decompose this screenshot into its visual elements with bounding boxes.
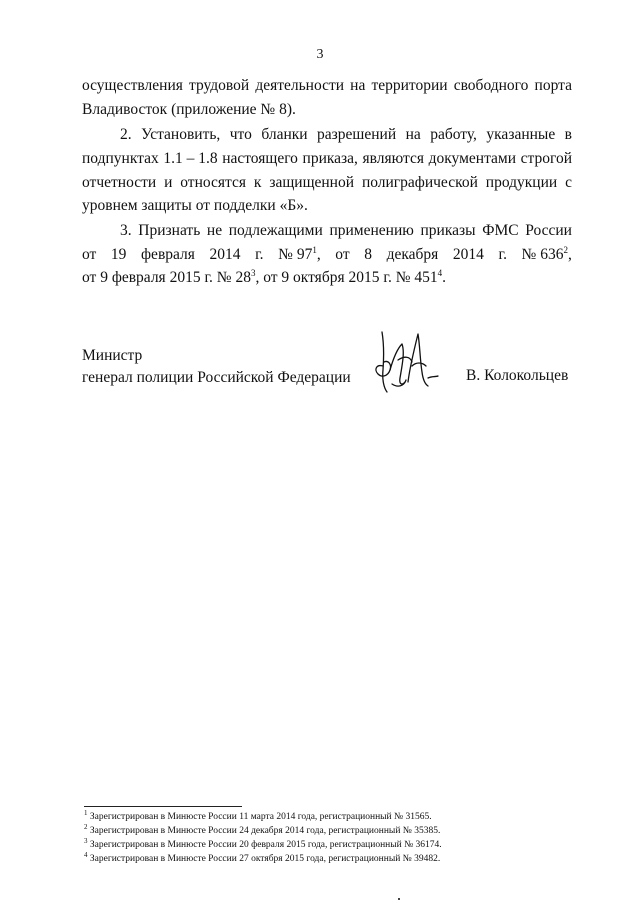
footnote-number: 2 — [84, 822, 88, 831]
word: трудовой — [189, 77, 250, 94]
order-ref — [522, 245, 572, 265]
word: настоящего — [222, 150, 298, 167]
word: бланки — [261, 126, 308, 143]
word: от — [82, 246, 97, 263]
word: Установить, — [141, 126, 221, 143]
word: продукции — [485, 174, 558, 191]
footnote-text: Зарегистрирован в Минюсте России 11 марта 2014 года, регистрационный № 31565. — [89, 812, 432, 822]
word: указанные — [486, 126, 556, 143]
footnote-number: 4 — [84, 850, 88, 859]
body-line — [120, 125, 572, 145]
word: , — [567, 246, 572, 263]
word: г. — [255, 246, 264, 263]
word: полиграфической — [361, 174, 478, 191]
word: и — [164, 174, 173, 191]
body-line: уровнем защиты от подделки «Б». — [82, 197, 308, 214]
word: 3. — [120, 222, 132, 239]
footnote-text: Зарегистрирован в Минюсте России 24 декабря 2014 года, регистрационный № 35385. — [89, 826, 441, 836]
order-ref — [278, 245, 321, 265]
word: разрешений — [317, 126, 397, 143]
word: от — [335, 246, 350, 263]
body-line — [82, 149, 572, 169]
word: что — [229, 126, 252, 143]
signatory-title: Министр — [82, 347, 143, 364]
handwritten-signature — [372, 326, 450, 396]
footnote — [84, 822, 441, 837]
footnote-ref: 3 — [250, 267, 256, 278]
word: применению — [329, 222, 414, 239]
footnote-ref: 1 — [312, 244, 317, 255]
body-line — [82, 268, 572, 288]
word: февраля — [141, 246, 195, 263]
word: 2014 — [209, 246, 241, 263]
word: ФМС — [482, 222, 519, 239]
footnote-number: 3 — [84, 836, 88, 845]
word: на — [350, 77, 366, 94]
word: осуществления — [82, 77, 183, 94]
signatory-name: В. Колокольцев — [466, 367, 569, 384]
footnote-ref: 2 — [563, 244, 568, 255]
word: 2014 — [452, 246, 484, 263]
body-line — [120, 221, 572, 241]
word: относятся — [180, 174, 246, 191]
footnote-ref: 4 — [437, 267, 443, 278]
body-line — [82, 76, 572, 96]
body-line: Владивосток (приложение № 8). — [82, 101, 296, 118]
body-line — [82, 173, 572, 193]
word: в — [564, 126, 572, 143]
word: территории — [371, 77, 448, 94]
word: декабря — [386, 246, 439, 263]
scan-speck — [398, 898, 400, 900]
word: 2. — [120, 126, 132, 143]
text-run: от 9 февраля 2015 г. № 28 — [82, 269, 251, 286]
word: документами — [428, 150, 517, 167]
footnote-text: Зарегистрирован в Минюсте России 20 февраля 2015 года, регистрационный № 36174. — [89, 840, 442, 850]
word: к — [253, 174, 262, 191]
word: г. — [498, 246, 507, 263]
signatory-position: генерал полиции Российской Федерации — [82, 369, 351, 386]
word: отчетности — [82, 174, 157, 191]
word: приказы — [420, 222, 476, 239]
word: 8 — [364, 246, 372, 263]
word: , — [316, 246, 321, 263]
footnote — [84, 850, 441, 865]
word: работу, — [430, 126, 477, 143]
word: 19 — [110, 246, 127, 263]
footnote-text: Зарегистрирован в Минюсте России 27 октября 2015 года, регистрационный № 39482. — [89, 854, 441, 864]
text-run: . — [442, 269, 446, 286]
word: подлежащими — [228, 222, 323, 239]
word: приказа, — [302, 150, 358, 167]
word: 1.1 – 1.8 — [163, 150, 218, 167]
word: подпунктах — [82, 150, 159, 167]
word: свободного — [453, 77, 529, 94]
page-number: 3 — [316, 47, 324, 62]
text-run: , от 9 октября 2015 г. № 451 — [255, 269, 438, 286]
word: на — [405, 126, 421, 143]
word: строгой — [520, 150, 572, 167]
footnote-divider — [84, 806, 242, 807]
footnote — [84, 836, 442, 851]
word: деятельности — [255, 77, 345, 94]
word: порта — [534, 77, 572, 94]
word: защищенной — [269, 174, 355, 191]
word: Признать — [138, 222, 201, 239]
body-line — [82, 245, 572, 265]
word: России — [525, 222, 572, 239]
word: являются — [362, 150, 424, 167]
word: с — [565, 174, 572, 191]
word: не — [206, 222, 223, 239]
word: № 97 — [278, 246, 313, 263]
footnote-number: 1 — [84, 808, 88, 817]
word: № 636 — [521, 246, 564, 263]
footnote — [84, 808, 432, 823]
